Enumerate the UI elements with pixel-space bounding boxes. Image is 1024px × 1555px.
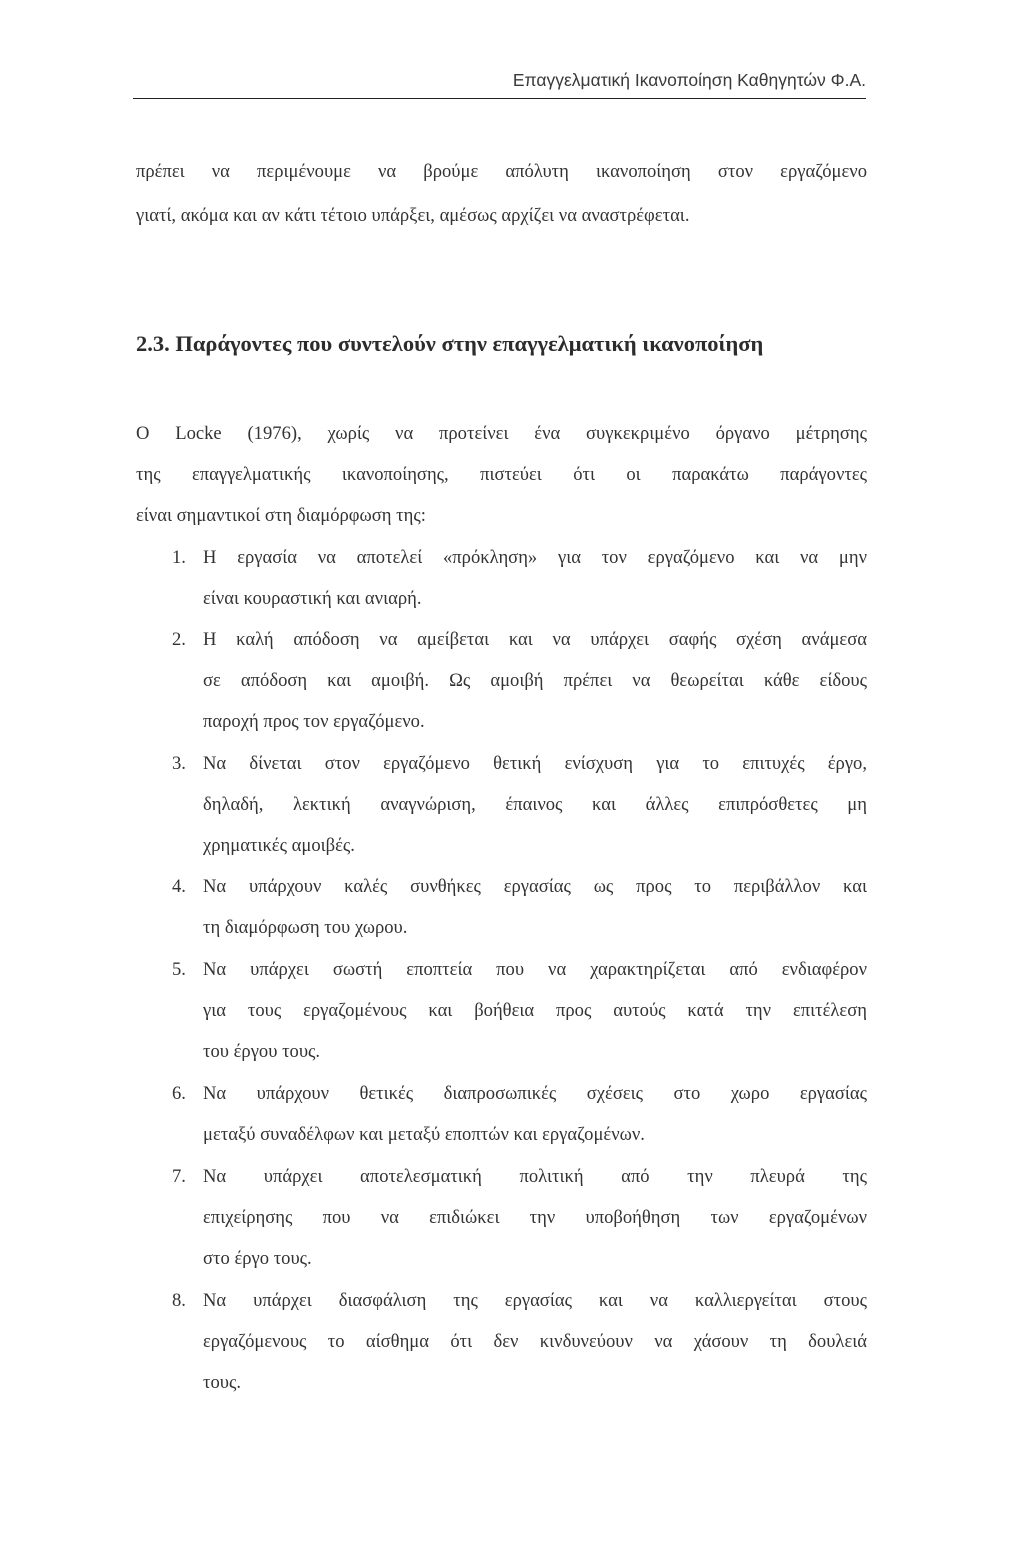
list-item-line: παροχή προς τον εργαζόμενο. bbox=[203, 711, 425, 732]
list-item-line: είναι κουραστική και ανιαρή. bbox=[203, 588, 422, 609]
intro-line-1: πρέπει να περιμένουμε να βρούμε απόλυτη ικανοποίηση στον εργαζόμενο bbox=[136, 161, 867, 182]
paragraph-line-1: Ο Locke (1976), χωρίς να προτείνει ένα συγκεκριμένο όργανο μέτρησης bbox=[136, 423, 867, 444]
list-item-line: επιχείρησης που να επιδιώκει την υποβοήθηση των εργαζομένων bbox=[203, 1207, 867, 1228]
list-item-number: 6. bbox=[172, 1083, 186, 1104]
list-item-line: Να υπάρχουν καλές συνθήκες εργασίας ως προς το περιβάλλον και bbox=[203, 876, 867, 897]
list-item-number: 2. bbox=[172, 629, 186, 650]
list-item-line: σε απόδοση και αμοιβή. Ως αμοιβή πρέπει να θεωρείται κάθε είδους bbox=[203, 670, 867, 691]
list-item-line: τους. bbox=[203, 1372, 241, 1393]
section-heading: 2.3. Παράγοντες που συντελούν στην επαγγελματική ικανοποίηση bbox=[136, 331, 764, 356]
paragraph-line-2: της επαγγελματικής ικανοποίησης, πιστεύει ότι οι παρακάτω παράγοντες bbox=[136, 464, 867, 485]
list-item-line: Η εργασία να αποτελεί «πρόκληση» για τον εργαζόμενο και να μην bbox=[203, 547, 867, 568]
list-item-number: 3. bbox=[172, 753, 186, 774]
list-item-number: 7. bbox=[172, 1166, 186, 1187]
list-item-line: χρηματικές αμοιβές. bbox=[203, 835, 355, 856]
list-item-line: εργαζόμενους το αίσθημα ότι δεν κινδυνεύουν να χάσουν τη δουλειά bbox=[203, 1331, 867, 1352]
list-item-line: του έργου τους. bbox=[203, 1041, 321, 1062]
list-item-line: Να υπάρχει διασφάλιση της εργασίας και να καλλιεργείται στους bbox=[203, 1290, 867, 1311]
list-item-number: 1. bbox=[172, 547, 186, 568]
running-header bbox=[133, 64, 866, 99]
intro-line-2: γιατί, ακόμα και αν κάτι τέτοιο υπάρξει, αμέσως αρχίζει να αναστρέφεται. bbox=[136, 205, 690, 226]
list-item-line: Να υπάρχει σωστή εποπτεία που να χαρακτηρίζεται από ενδιαφέρον bbox=[203, 959, 867, 980]
list-item-line: μεταξύ συναδέλφων και μεταξύ εποπτών και εργαζομένων. bbox=[203, 1124, 645, 1145]
list-item-line: δηλαδή, λεκτική αναγνώριση, έπαινος και άλλες επιπρόσθετες μη bbox=[203, 794, 867, 815]
list-item-line: Να υπάρχει αποτελεσματική πολιτική από την πλευρά της bbox=[203, 1166, 867, 1187]
list-item-line: τη διαμόρφωση του χωρου. bbox=[203, 917, 408, 938]
list-item-number: 5. bbox=[172, 959, 186, 980]
paragraph-line-3: είναι σημαντικοί στη διαμόρφωση της: bbox=[136, 505, 426, 526]
list-item-line: Να δίνεται στον εργαζόμενο θετική ενίσχυση για το επιτυχές έργο, bbox=[203, 753, 867, 774]
list-item-line: για τους εργαζομένους και βοήθεια προς αυτούς κατά την επιτέλεση bbox=[203, 1000, 867, 1021]
running-title: Επαγγελματική Ικανοποίηση Καθηγητών Φ.Α. bbox=[512, 70, 866, 90]
list-item-line: Να υπάρχουν θετικές διαπροσωπικές σχέσεις στο χωρο εργασίας bbox=[203, 1083, 867, 1104]
list-item-line: στο έργο τους. bbox=[203, 1248, 312, 1269]
list-item-line: Η καλή απόδοση να αμείβεται και να υπάρχει σαφής σχέση ανάμεσα bbox=[203, 629, 867, 650]
list-item-number: 8. bbox=[172, 1290, 186, 1311]
list-item-number: 4. bbox=[172, 876, 186, 897]
